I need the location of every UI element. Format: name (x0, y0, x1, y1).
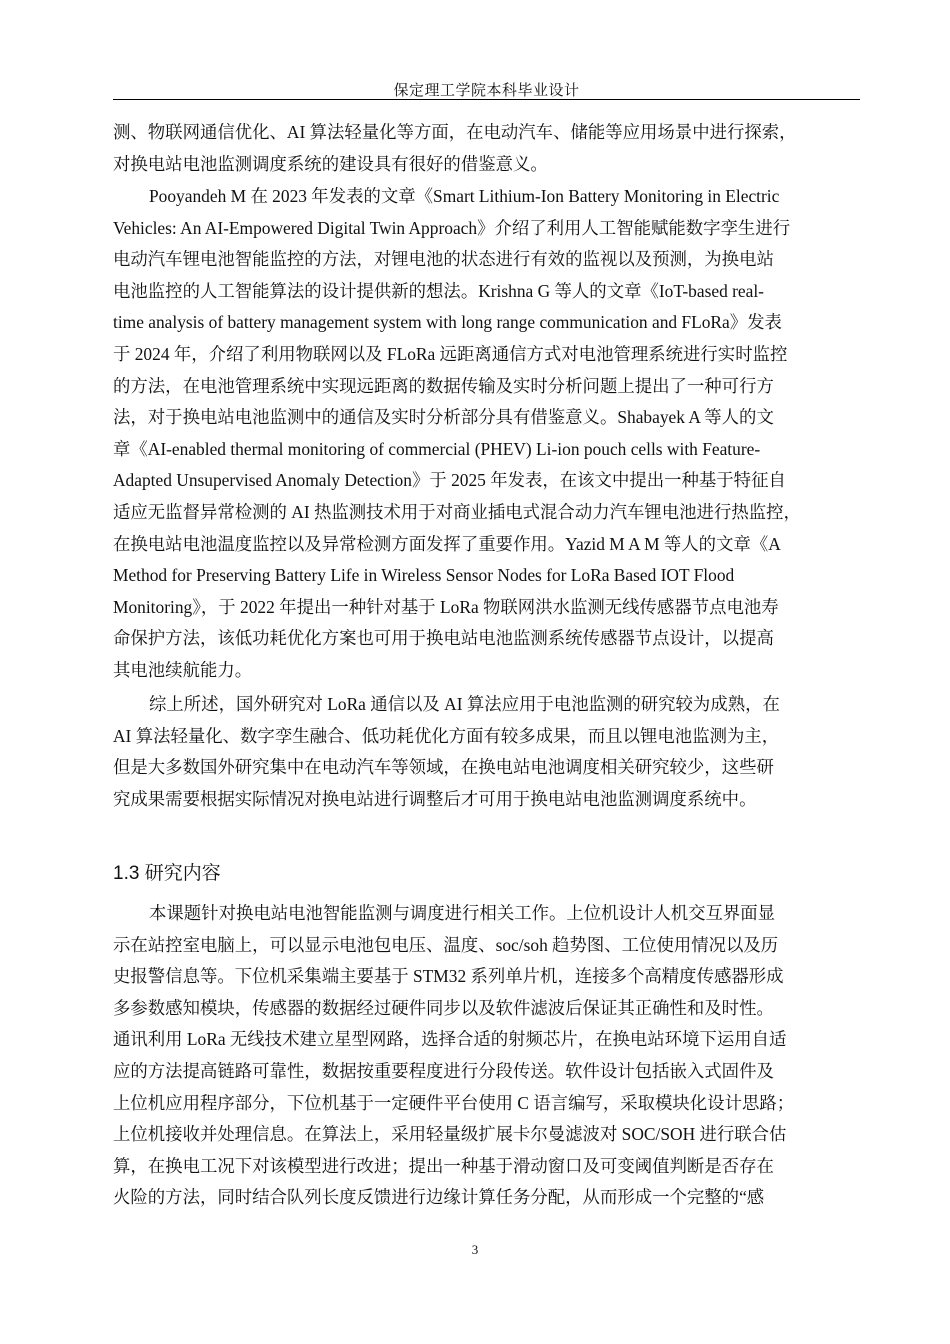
paragraph-4 (113, 898, 860, 1214)
page-header: 保定理工学院本科毕业设计 (393, 83, 580, 99)
text-line: 本课题针对换电站电池智能监测与调度进行相关工作。上位机设计人机交互界面显 (149, 903, 776, 923)
text-line: 究成果需要根据实际情况对换电站进行调整后才可用于换电站电池监测调度系统中。 (113, 788, 757, 809)
text-line: 火险的方法，同时结合队列长度反馈进行边缘计算任务分配，从而形成一个完整的“感 (113, 1187, 765, 1208)
text-line: 命保护方法，该低功耗优化方案也可用于换电站电池监测系统传感器节点设计，以提高 (113, 628, 774, 649)
section-title: 1.3 研究内容 (113, 863, 221, 884)
text-line: 法，对于换电站电池监测中的通信及实时分析部分具有借鉴意义。Shabayek A 等人的文 (113, 407, 774, 428)
text-line: time analysis of battery management system with long range communication and FLoRa》发表 (113, 312, 782, 333)
text-line: 上位机应用程序部分，下位机基于一定硬件平台使用 C 语言编写，采取模块化设计思路； (113, 1092, 795, 1113)
text-line: 但是大多数国外研究集中在电动汽车等领域，在换电站电池调度相关研究较少，这些研 (113, 757, 774, 778)
text-line: 算，在换电工况下对该模型进行改进；提出一种基于滑动窗口及可变阈值判断是否存在 (113, 1155, 774, 1176)
text-line: 于 2024 年，介绍了利用物联网以及 FLoRa 远距离通信方式对电池管理系统进行实时监控 (113, 343, 788, 364)
text-line: 电池监控的人工智能算法的设计提供新的想法。Krishna G 等人的文章《IoT-based real- (113, 280, 764, 301)
text-line: Monitoring》，于 2022 年提出一种针对基于 LoRa 物联网洪水监测无线传感器节点电池寿 (113, 596, 779, 617)
text-line: AI 算法轻量化、数字孪生融合、低功耗优化方面有较多成果，而且以锂电池监测为主， (113, 725, 780, 746)
text-line: 适应无监督异常检测的 AI 热监测技术用于对商业插电式混合动力汽车锂电池进行热监控， (113, 501, 801, 522)
text-line: 测、物联网通信优化、AI 算法轻量化等方面，在电动汽车、储能等应用场景中进行探索， (113, 122, 797, 142)
text-line: 示在站控室电脑上，可以显示电池包电压、温度、soc/soh 趋势图、工位使用情况以及历 (113, 934, 779, 955)
text-line: 章《AI-enabled thermal monitoring of commercial (PHEV) Li-ion pouch cells with Feature- (113, 438, 761, 459)
text-line: 在换电站电池温度监控以及异常检测方面发挥了重要作用。Yazid M A M 等人的文章《A (113, 533, 781, 554)
text-line: 对换电站电池监测调度系统的建设具有很好的借鉴意义。 (113, 153, 548, 174)
text-line: 综上所述，国外研究对 LoRa 通信以及 AI 算法应用于电池监测的研究较为成熟，在 (149, 694, 780, 714)
text-line: 电动汽车锂电池智能监控的方法，对锂电池的状态进行有效的监视以及预测，为换电站 (113, 249, 774, 270)
paragraph-2 (113, 181, 860, 687)
text-line: Pooyandeh M 在 2023 年发表的文章《Smart Lithium-Ion Battery Monitoring in Electric (149, 186, 780, 206)
text-line: 应的方法提高链路可靠性，数据按重要程度进行分段传送。软件设计包括嵌入式固件及 (113, 1060, 774, 1081)
text-line: Adapted Unsupervised Anomaly Detection》于 2025 年发表，在该文中提出一种基于特征自 (113, 470, 786, 491)
text-line: 的方法，在电池管理系统中实现远距离的数据传输及实时分析问题上提出了一种可行方 (113, 375, 774, 396)
text-line: 上位机接收并处理信息。在算法上，采用轻量级扩展卡尔曼滤波对 SOC/SOH 进行联合估 (113, 1124, 787, 1145)
header-rule (113, 99, 860, 100)
text-line: 多参数感知模块，传感器的数据经过硬件同步以及软件滤波后保证其正确性和及时性。 (113, 997, 774, 1018)
paragraph-3 (113, 689, 860, 815)
text-line: Vehicles: An AI-Empowered Digital Twin Approach》介绍了利用人工智能赋能数字孪生进行 (113, 217, 791, 238)
page-number: 3 (471, 1242, 479, 1257)
text-line: Method for Preserving Battery Life in Wireless Sensor Nodes for LoRa Based IOT Flood (113, 565, 735, 586)
text-line: 通讯利用 LoRa 无线技术建立星型网路，选择合适的射频芯片，在换电站环境下运用自适 (113, 1029, 787, 1050)
paragraph-1 (113, 117, 860, 180)
text-line: 其电池续航能力。 (113, 659, 253, 680)
text-line: 史报警信息等。下位机采集端主要基于 STM32 系列单片机，连接多个高精度传感器形成 (113, 966, 784, 987)
